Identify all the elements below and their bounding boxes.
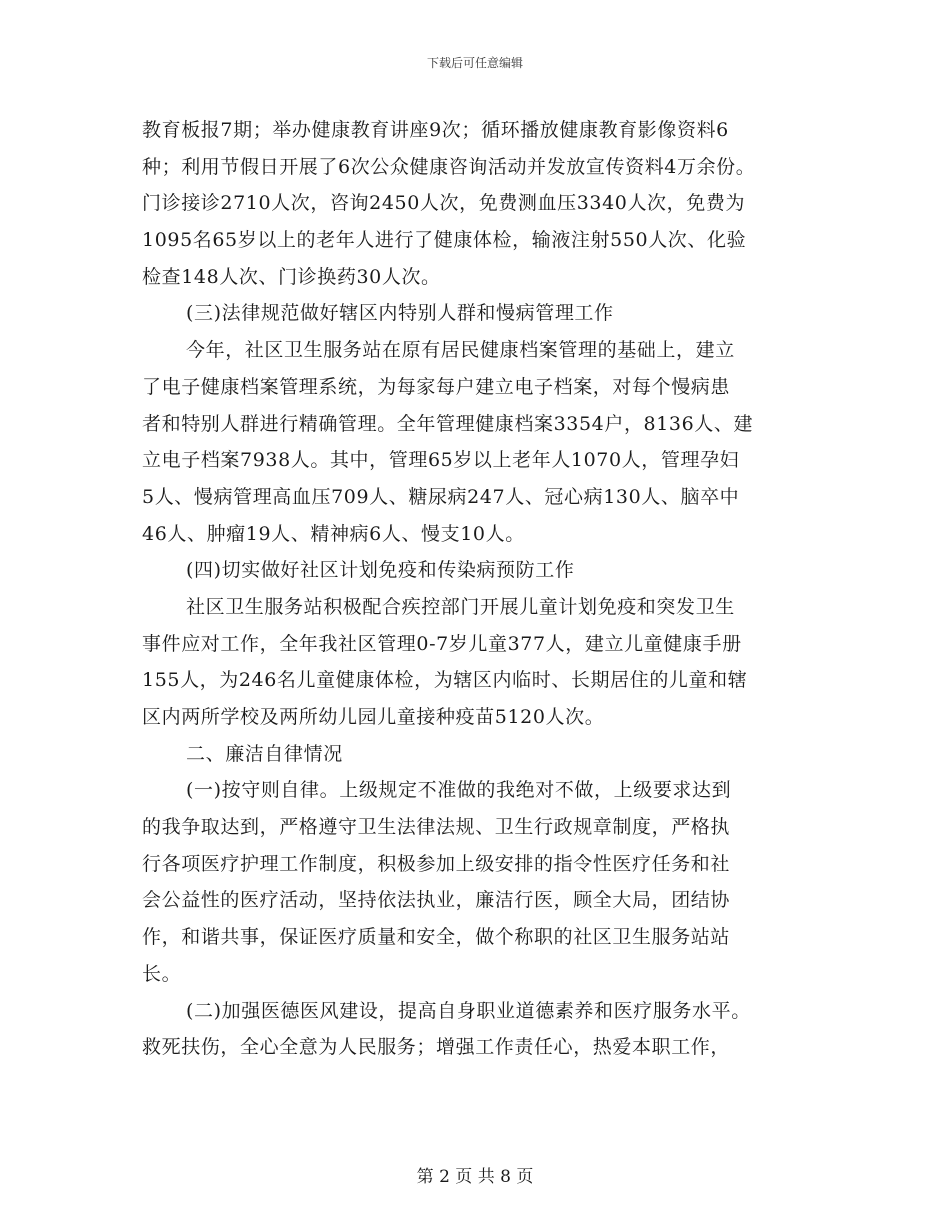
body-line: 46人、肿瘤19人、精神病6人、慢支10人。 — [142, 522, 525, 545]
body-line: 155人，为246名儿童健康体检，为辖区内临时、长期居住的儿童和辖 — [142, 669, 748, 692]
body-line: 作，和谐共事，保证医疗质量和安全，做个称职的社区卫生服务站站 — [142, 926, 731, 949]
body-line: (二)加强医德医风建设，提高自身职业道德素养和医疗服务水平。 — [186, 999, 751, 1022]
page-header: 下载后可任意编辑 — [426, 56, 523, 70]
body-line: 种；利用节假日开展了6次公众健康咨询活动并发放宣传资料4万余份。 — [142, 155, 756, 178]
body-line: 救死扶伤，全心全意为人民服务；增强工作责任心，热爱本职工作， — [142, 1036, 731, 1059]
body-line: 1095名65岁以上的老年人进行了健康体检，输液注射550人次、化验 — [142, 229, 747, 252]
body-line: 教育板报7期；举办健康教育讲座9次；循环播放健康教育影像资料6 — [142, 119, 729, 141]
body-line: 会公益性的医疗活动，坚持依法执业，廉洁行医，顾全大局，团结协 — [142, 889, 731, 912]
body-line: 今年，社区卫生服务站在原有居民健康档案管理的基础上，建立 — [186, 339, 735, 362]
body-line: 立电子档案7938人。其中，管理65岁以上老年人1070人，管理孕妇 — [142, 449, 740, 472]
body-line: 5人、慢病管理高血压709人、糖尿病247人、冠心病130人、脑卒中 — [142, 485, 740, 508]
section-heading: (四)切实做好社区计划免疫和传染病预防工作 — [186, 559, 575, 582]
body-line: 了电子健康档案管理系统，为每家每户建立电子档案，对每个慢病患 — [142, 375, 731, 398]
document-body — [142, 112, 822, 1066]
body-line: 社区卫生服务站积极配合疾控部门开展儿童计划免疫和突发卫生 — [186, 595, 735, 618]
body-line: 区内两所学校及两所幼儿园儿童接种疫苗5120人次。 — [142, 706, 605, 728]
body-line: 门诊接诊2710人次，咨询2450人次，免费测血压3340人次，免费为 — [142, 192, 746, 215]
body-line: 行各项医疗护理工作制度，积极参加上级安排的指令性医疗任务和社 — [142, 852, 731, 875]
body-line: (一)按守则自律。上级规定不准做的我绝对不做，上级要求达到 — [186, 779, 732, 802]
body-line: 的我争取达到，严格遵守卫生法律法规、卫生行政规章制度，严格执 — [142, 816, 731, 839]
section-heading: 二、廉洁自律情况 — [186, 742, 343, 765]
section-heading: (三)法律规范做好辖区内特别人群和慢病管理工作 — [186, 302, 614, 325]
body-line: 检查148人次、门诊换药30人次。 — [142, 265, 441, 288]
body-line: 事件应对工作，全年我社区管理0-7岁儿童377人，建立儿童健康手册 — [142, 632, 742, 655]
page-number: 第 2 页 共 8 页 — [416, 1167, 534, 1187]
body-line: 长。 — [142, 962, 182, 985]
body-line: 者和特别人群进行精确管理。全年管理健康档案3354户，8136人、建 — [142, 412, 754, 435]
